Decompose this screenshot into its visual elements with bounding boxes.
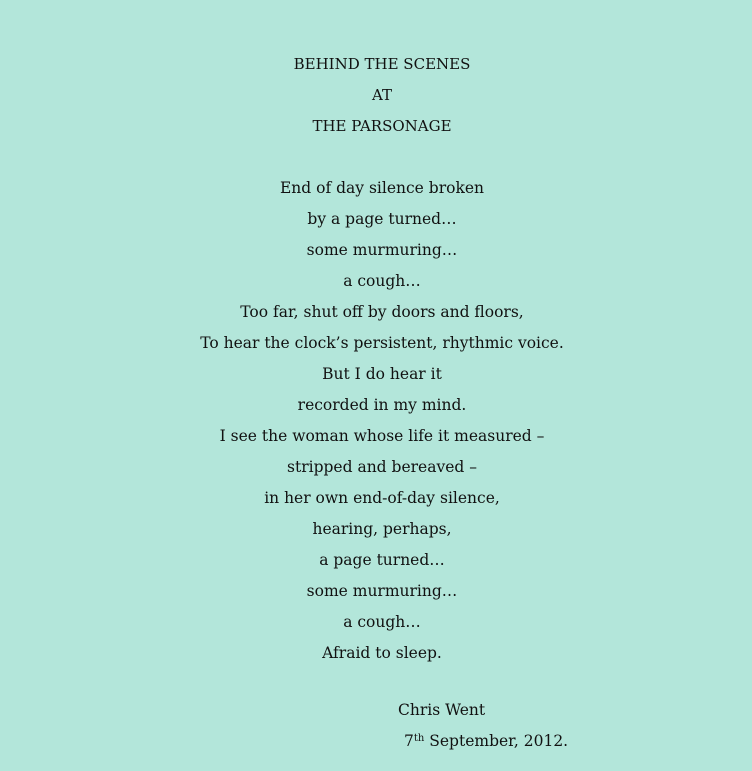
poem-line: Afraid to sleep. (322, 644, 442, 662)
title-line-2: AT (371, 86, 393, 104)
poem-line: a cough… (343, 613, 421, 631)
poem-title (0, 49, 752, 142)
author-name: Chris Went (398, 701, 486, 719)
poem-line: recorded in my mind. (297, 396, 467, 414)
poem-line: a cough… (343, 272, 421, 290)
title-line-3: THE PARSONAGE (312, 117, 452, 135)
poem-line: stripped and bereaved – (287, 458, 477, 476)
poem-line: Too far, shut off by doors and floors, (240, 303, 524, 321)
poem-line: by a page turned… (307, 210, 457, 228)
poem-line: To hear the clock’s persistent, rhythmic voice. (200, 334, 564, 352)
date-day: 7 (404, 732, 414, 750)
date-ordinal-suffix: th (413, 733, 425, 744)
poem-line: I see the woman whose life it measured – (219, 427, 545, 445)
poem-line: But I do hear it (322, 365, 442, 383)
date-month-year: September, 2012. (424, 732, 569, 750)
poem-line: End of day silence broken (279, 179, 484, 197)
poem-line: some murmuring… (306, 582, 458, 600)
poem-line: a page turned… (319, 551, 445, 569)
poem-line: in her own end-of-day silence, (264, 489, 500, 507)
poem-body (0, 173, 752, 669)
poem-date (404, 730, 568, 752)
title-line-1: BEHIND THE SCENES (293, 55, 471, 73)
poem-line: some murmuring… (306, 241, 458, 259)
poem-line: hearing, perhaps, (312, 520, 452, 538)
